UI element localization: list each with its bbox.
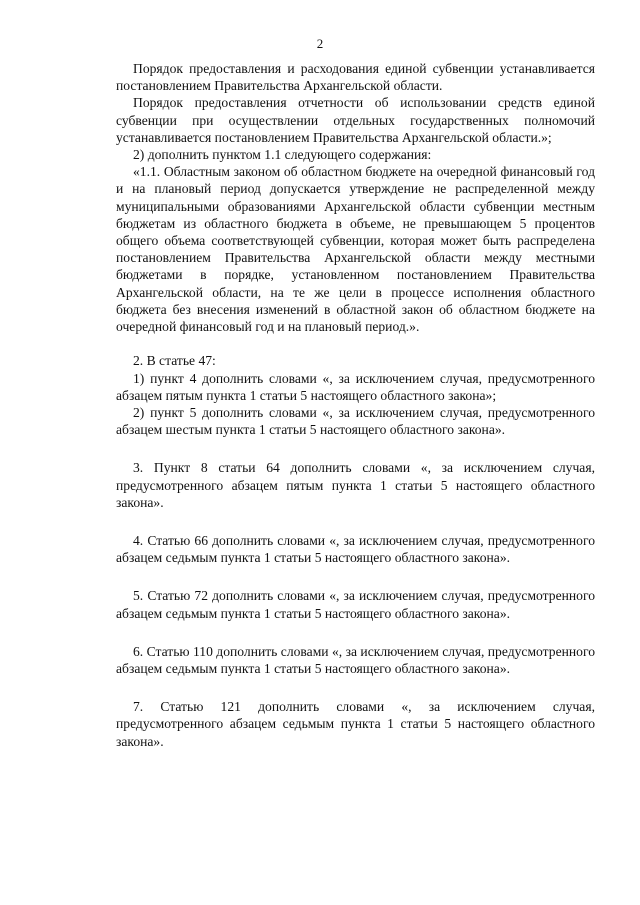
paragraph-article-72: 5. Статью 72 дополнить словами «, за исключением случая, предусмотренного абзацем седьмым пункта 1 статьи 5 настоящего областного закона». bbox=[116, 588, 595, 621]
paragraph-point-1-1-text: «1.1. Областным законом об областном бюджете на очередной финансовый год и на плановый период допускается утверждение не распределенной между муниципальными образованиями Архангельской области субвенции местным бюджетам из областного бюджета в объеме, не превышающем 5 процентов общего объема соответствующей субвенции, которая может быть распределена постановлением Правительства Архангельской области между местными бюджетами в порядке, установленном постановлением Правительства Архангельской области, на те же цели в процессе исполнения областного бюджета без внесения изменений в областной закон об областном бюджете на очередной финансовый год и на плановый период.». bbox=[116, 164, 595, 335]
paragraph-reporting-order: Порядок предоставления отчетности об использовании средств единой субвенции при осуществлении отдельных государственных полномочий устанавливается постановлением Правительства Архангельской области.»; bbox=[116, 95, 595, 145]
paragraph-article-66: 4. Статью 66 дополнить словами «, за исключением случая, предусмотренного абзацем седьмым пункта 1 статьи 5 настоящего областного закона». bbox=[116, 533, 595, 566]
paragraph-article-110: 6. Статью 110 дополнить словами «, за исключением случая, предусмотренного абзацем седьмым пункта 1 статьи 5 настоящего областного закона». bbox=[116, 643, 595, 677]
page-number: 2 bbox=[316, 36, 324, 51]
document-body bbox=[116, 60, 595, 750]
paragraph-article-121: 7. Статью 121 дополнить словами «, за исключением случая, предусмотренного абзацем седьмым пункта 1 статьи 5 настоящего областного закона». bbox=[116, 699, 595, 749]
paragraph-add-point-1-1: 2) дополнить пунктом 1.1 следующего содержания: bbox=[133, 147, 432, 163]
paragraph-article-47: 2. В статье 47: bbox=[133, 353, 216, 369]
paragraph-article-47-item-2: 2) пункт 5 дополнить словами «, за исключением случая, предусмотренного абзацем шестым пункта 1 статьи 5 настоящего областного закона». bbox=[116, 405, 595, 438]
paragraph-article-64: 3. Пункт 8 статьи 64 дополнить словами «, за исключением случая, предусмотренного абзацем пятым пункта 1 статьи 5 настоящего областного закона». bbox=[116, 460, 595, 510]
paragraph-article-47-item-1: 1) пункт 4 дополнить словами «, за исключением случая, предусмотренного абзацем пятым пункта 1 статьи 5 настоящего областного закона»; bbox=[116, 370, 595, 403]
paragraph-subvention-order: Порядок предоставления и расходования единой субвенции устанавливается постановлением Правительства Архангельской области. bbox=[116, 61, 595, 94]
